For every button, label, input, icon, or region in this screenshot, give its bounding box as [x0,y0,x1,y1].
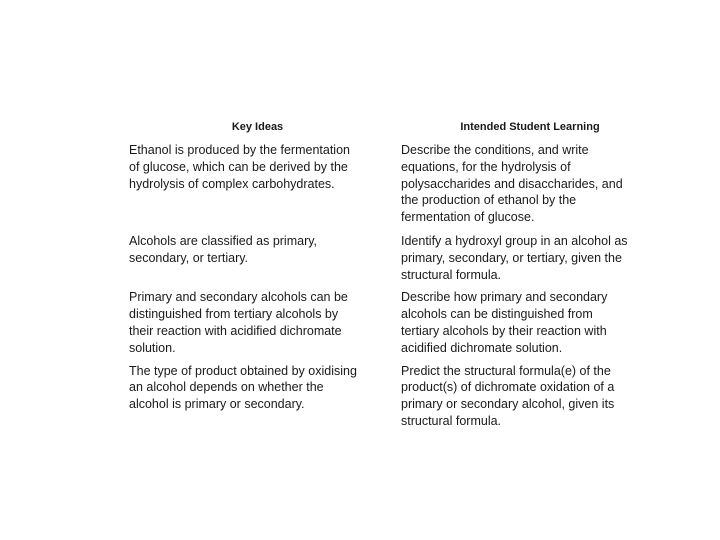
header-intended-student-learning: Intended Student Learning [460,121,600,133]
key-idea-cell: Primary and secondary alcohols can be distinguished from tertiary alcohols by their reaction with acidified dichromate solution. [129,290,348,355]
table-row [129,363,669,430]
key-idea-cell: Ethanol is produced by the fermentation of glucose, which can be derived by the hydrolysis of complex carbohydrates. [129,143,350,191]
table-row [129,289,669,356]
table-row [129,142,669,226]
header-key-ideas: Key Ideas [231,121,284,133]
table-header-row [129,120,669,142]
learning-cell: Identify a hydroxyl group in an alcohol as primary, secondary, or tertiary, given the structural formula. [401,233,628,282]
key-idea-cell: Alcohols are classified as primary, secondary, or tertiary. [129,233,318,265]
learning-cell: Describe the conditions, and write equations, for the hydrolysis of polysaccharides and disaccharides, and the production of ethanol by the fermentation of glucose. [401,143,623,225]
learning-cell: Predict the structural formula(e) of the product(s) of dichromate oxidation of a primary or secondary alcohol, given its structural formula. [401,363,615,428]
table-row [129,233,669,283]
curriculum-table [129,120,669,430]
learning-cell: Describe how primary and secondary alcohols can be distinguished from tertiary alcohols by their reaction with acidified dichromate solution. [401,290,608,355]
key-idea-cell: The type of product obtained by oxidising an alcohol depends on whether the alcohol is primary or secondary. [129,363,357,412]
